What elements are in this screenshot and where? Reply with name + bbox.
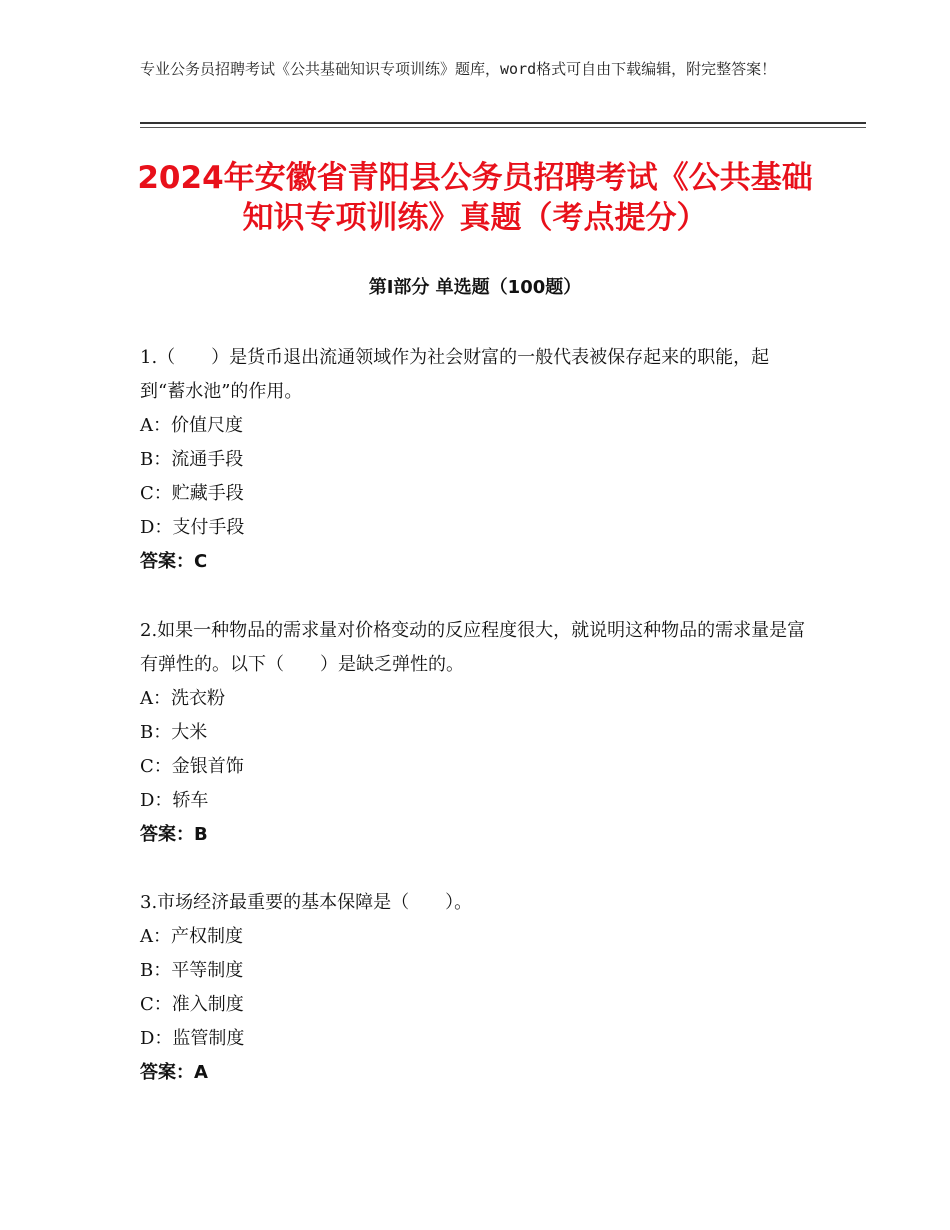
option-d: D：支付手段 — [140, 517, 245, 538]
question-stem: 2.如果一种物品的需求量对价格变动的反应程度很大，就说明这种物品的需求量是富有弹性的。以下（ ）是缺乏弹性的。 — [140, 620, 806, 675]
option-c: C：准入制度 — [140, 994, 244, 1015]
option-b: B：平等制度 — [140, 960, 244, 981]
option-d: D：监管制度 — [140, 1028, 245, 1049]
option-a: A：洗衣粉 — [140, 688, 225, 709]
header-divider-thin — [140, 127, 866, 128]
option-b: B：大米 — [140, 722, 208, 743]
option-a: A：产权制度 — [140, 926, 243, 947]
option-c: C：金银首饰 — [140, 756, 244, 777]
question-2 — [140, 614, 810, 852]
section-heading: 第Ⅰ部分 单选题（100题） — [368, 277, 582, 298]
answer: 答案：C — [140, 551, 208, 572]
option-d: D：轿车 — [140, 790, 209, 811]
answer: 答案：A — [140, 1062, 208, 1083]
question-1 — [140, 341, 810, 579]
option-b: B：流通手段 — [140, 449, 244, 470]
option-c: C：贮藏手段 — [140, 483, 244, 504]
question-3 — [140, 886, 810, 1090]
header-note: 专业公务员招聘考试《公共基础知识专项训练》题库，word格式可自由下载编辑，附完整答案！ — [140, 60, 777, 78]
header-divider-thick — [140, 122, 866, 124]
question-stem: 1.（ ）是货币退出流通领域作为社会财富的一般代表被保存起来的职能，起到“蓄水池”的作用。 — [140, 347, 770, 402]
question-stem: 3.市场经济最重要的基本保障是（ ）。 — [140, 892, 473, 913]
option-a: A：价值尺度 — [140, 415, 243, 436]
answer: 答案：B — [140, 824, 208, 845]
document-title: 2024年安徽省青阳县公务员招聘考试《公共基础知识专项训练》真题（考点提分） — [137, 160, 813, 236]
